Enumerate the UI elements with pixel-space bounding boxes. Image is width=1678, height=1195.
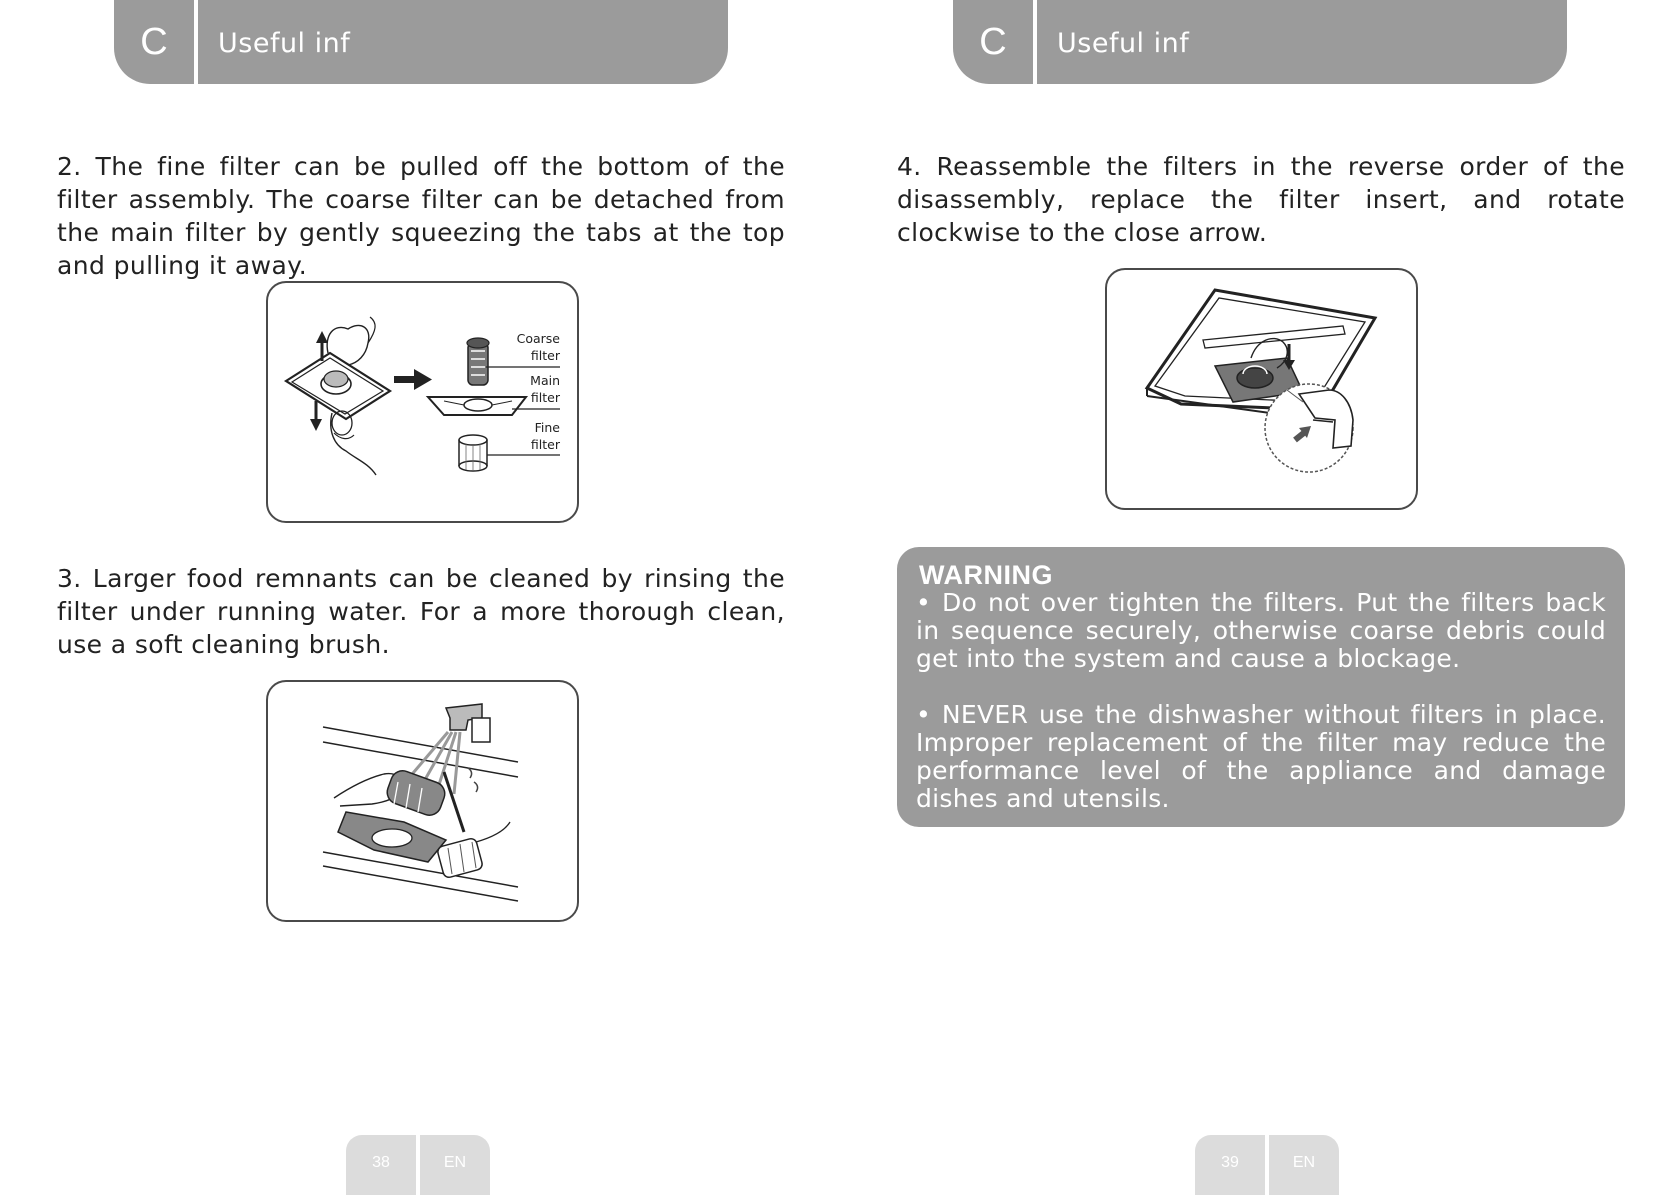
warning-title: WARNING xyxy=(919,560,1053,590)
label-main-2: filter xyxy=(530,390,560,405)
section-letter: C xyxy=(140,21,168,63)
page-footer xyxy=(1195,1135,1339,1195)
page-number: 39 xyxy=(1195,1135,1265,1195)
right-page xyxy=(839,0,1678,1191)
step-2-text: 2. The fine filter can be pulled off the bottom of the filter assembly. The coarse filter can be detached from the main filter by gently squeezing the tabs at the top and pulling it away. xyxy=(57,152,785,280)
filter-rinsing-figure xyxy=(266,680,579,922)
filter-reassembly-figure xyxy=(1105,268,1418,510)
section-title: Useful inf xyxy=(1057,28,1190,59)
step-3-text: 3. Larger food remnants can be cleaned by rinsing the filter under running water. For a more thorough clean, use a soft cleaning brush. xyxy=(57,564,785,659)
warning-item-2: • NEVER use the dishwasher without filters in place. Improper replacement of the filter may reduce the performance level of the appliance and damage dishes and utensils. xyxy=(916,700,1606,813)
page-footer xyxy=(346,1135,490,1195)
filter-rinsing-illustration xyxy=(268,682,577,920)
label-fine-1: Fine xyxy=(534,420,560,435)
filter-disassembly-illustration xyxy=(268,283,577,521)
language-code: EN xyxy=(1269,1135,1339,1195)
filter-disassembly-figure xyxy=(266,281,579,523)
language-code: EN xyxy=(420,1135,490,1195)
label-fine-2: filter xyxy=(530,437,560,452)
section-header xyxy=(114,0,728,84)
label-coarse-1: Coarse xyxy=(516,331,560,346)
section-header xyxy=(953,0,1567,84)
warning-item-1: • Do not over tighten the filters. Put the filters back in sequence securely, otherwise coarse debris could get into the system and cause a blockage. xyxy=(916,588,1606,673)
label-coarse-2: filter xyxy=(530,348,560,363)
warning-box xyxy=(897,547,1625,827)
header-divider xyxy=(194,0,198,84)
section-letter: C xyxy=(979,21,1007,63)
left-page xyxy=(0,0,839,1191)
filter-reassembly-illustration xyxy=(1107,270,1416,508)
section-title: Useful inf xyxy=(218,28,351,59)
page-number: 38 xyxy=(346,1135,416,1195)
step-4-text: 4. Reassemble the filters in the reverse order of the disassembly, replace the filter insert, and rotate clockwise to the close arrow. xyxy=(897,152,1625,247)
label-main-1: Main xyxy=(530,373,560,388)
header-divider xyxy=(1033,0,1037,84)
